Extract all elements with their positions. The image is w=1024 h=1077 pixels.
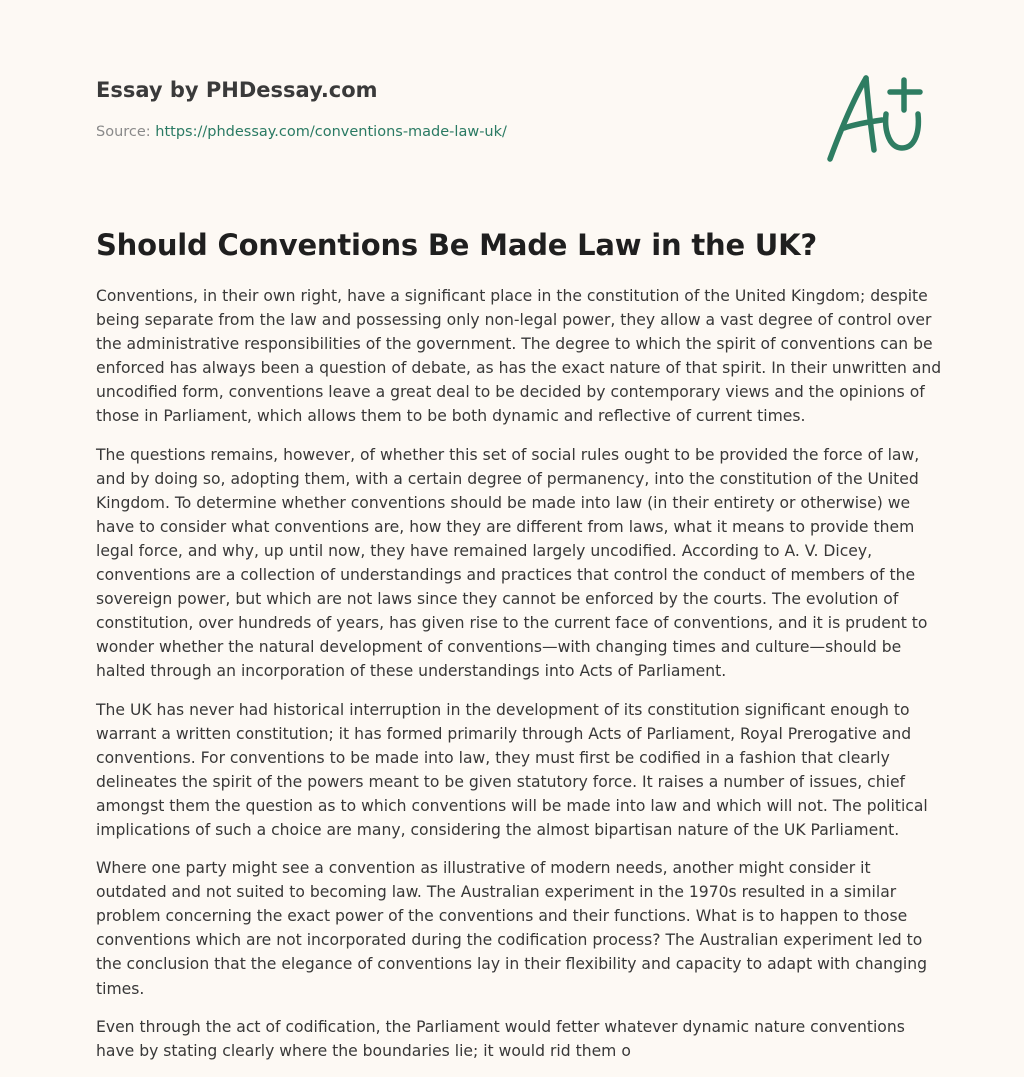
source-link[interactable]: https://phdessay.com/conventions-made-law-uk/ xyxy=(155,124,507,140)
essay-paragraph: Conventions, in their own right, have a significant place in the constitution of the United Kingdom; despite being separate from the law and possessing only non-legal power, they allow a vast degree of control over the administrative responsibilities of the government. The degree to which the spirit of conventions can be enforced has always been a question of debate, as has the exact nature of that spirit. In their unwritten and uncodified form, conventions leave a great deal to be decided by contemporary views and the opinions of those in Parliament, which allows them to be both dynamic and reflective of current times. xyxy=(96,287,942,426)
essay-body xyxy=(96,284,942,1077)
site-title: Essay by PHDessay.com xyxy=(96,78,378,102)
essay-title: Should Conventions Be Made Law in the UK? xyxy=(96,228,818,262)
essay-header xyxy=(96,76,856,140)
essay-paragraph: Even through the act of codification, the Parliament would fetter whatever dynamic nature conventions have by stating clearly where the boundaries lie; it would rid them o xyxy=(96,1017,905,1060)
a-plus-logo-icon xyxy=(820,62,940,170)
essay-paragraph: The UK has never had historical interruption in the development of its constitution significant enough to warrant a written constitution; it has formed primarily through Acts of Parliament, Royal Prerogative and conventions. For conventions to be made into law, they must first be codified in a fashion that clearly delineates the spirit of the powers meant to be given statutory force. It raises a number of issues, chief amongst them the question as to which conventions will be made into law and which will not. The political implications of such a choice are many, considering the almost bipartisan nature of the UK Parliament. xyxy=(96,700,928,839)
source-line xyxy=(96,122,507,142)
source-label: Source: xyxy=(96,124,151,140)
essay-paragraph: The questions remains, however, of whether this set of social rules ought to be provided the force of law, and by doing so, adopting them, with a certain degree of permanency, into the constitution of the United Kingdom. To determine whether conventions should be made into law (in their entirety or otherwise) we have to consider what conventions are, how they are different from laws, what it means to provide them legal force, and why, up until now, they have remained largely uncodified. According to A. V. Dicey, conventions are a collection of understandings and practices that control the conduct of members of the sovereign power, but which are not laws since they cannot be enforced by the courts. The evolution of constitution, over hundreds of years, has given rise to the current face of conventions, and it is prudent to wonder whether the natural development of conventions—with changing times and culture—should be halted through an incorporation of these understandings into Acts of Parliament. xyxy=(96,445,928,681)
essay-paragraph: Where one party might see a convention as illustrative of modern needs, another might consider it outdated and not suited to becoming law. The Australian experiment in the 1970s resulted in a similar problem concerning the exact power of the conventions and their functions. What is to happen to those conventions which are not incorporated during the codification process? The Australian experiment led to the conclusion that the elegance of conventions lay in their flexibility and capacity to adapt with changing times. xyxy=(96,859,928,998)
